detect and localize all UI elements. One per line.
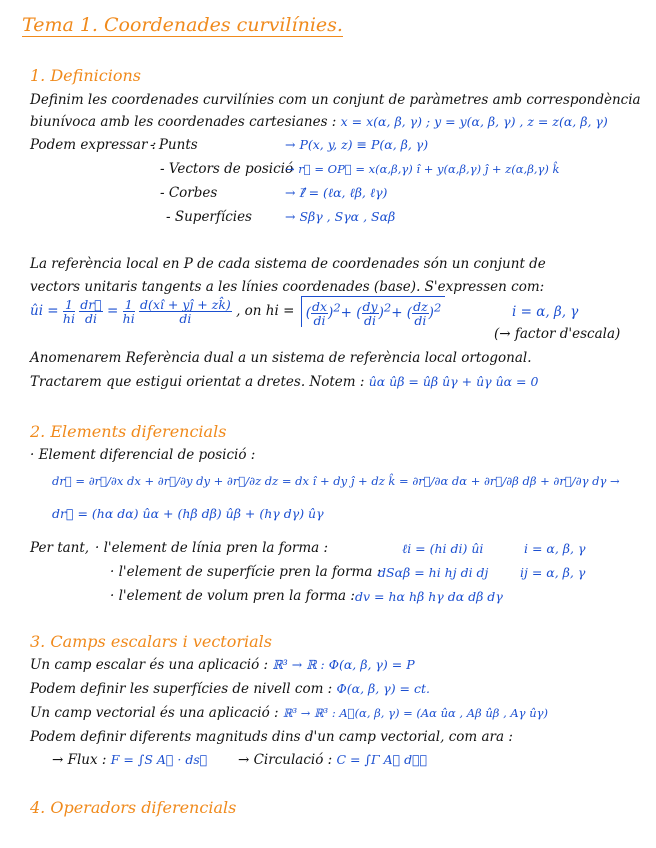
item-expr: → ℓ⃗ = (ℓα, ℓβ, ℓγ): [285, 185, 388, 200]
section-2-heading: 2. Elements diferencials: [30, 422, 227, 441]
exponent: 2: [383, 300, 392, 315]
level-surface-text: Podem definir les superfícies de nivell com :: [30, 681, 333, 697]
magnitudes-line: Podem definir diferents magnituds dins d'un camp vectorial, com ara :: [30, 729, 513, 745]
denominator: hi: [122, 311, 135, 327]
numerator: dy: [362, 299, 378, 314]
intro-text: biunívoca amb les coordenades cartesianes :: [30, 114, 337, 130]
index-range: i = α, β, γ: [512, 304, 579, 320]
denominator: di: [313, 313, 326, 329]
fraction: [311, 300, 328, 327]
orient-text: Tractarem que estigui orientat a dretes. Notem :: [30, 374, 365, 390]
denominator: di: [179, 311, 192, 327]
volume-element-eq: dv = hα hβ hγ dα dβ dγ: [355, 589, 503, 604]
intro-line-1: Definim les coordenades curvilínies com un conjunt de paràmetres amb correspondència: [30, 92, 641, 108]
page-title: Tema 1. Coordenades curvilínies.: [22, 14, 343, 36]
circulation-eq: C = ∫Γ A⃗ dℓ⃗: [336, 752, 428, 767]
scale-factor-note: (→ factor d'escala): [494, 326, 621, 342]
fraction: [79, 298, 102, 325]
orient-equation: ûα ûβ = ûβ ûγ + ûγ ûα = 0: [368, 374, 539, 389]
intro-line-2: [30, 114, 608, 130]
fraction: [139, 298, 232, 325]
numerator: 1: [63, 298, 75, 312]
item-label: - Superfícies: [166, 209, 252, 225]
denominator: di: [85, 311, 98, 327]
sqrt: ( $\frac{dx}{di}$ )$^2$+ ( $\frac{dy}{di}$ )$^2$+ ( $\frac{dz}{di}$ )$^2$: [301, 296, 446, 327]
flux-line: [52, 752, 207, 768]
position-equation-2: dr⃗ = (hα dα) ûα + (hβ dβ) ûβ + (hγ dγ) ûγ: [52, 506, 324, 521]
level-surface-eq: Φ(α, β, γ) = ct.: [336, 681, 430, 696]
scalar-field-line: [30, 657, 415, 673]
line-element-text: · l'element de línia pren la forma :: [95, 540, 329, 556]
item-expr: → P(x, y, z) ≡ P(α, β, γ): [285, 137, 429, 152]
ref-line-1: La referència local en P de cada sistema de coordenades són un conjunt de: [30, 256, 546, 272]
fraction: [63, 298, 75, 325]
denominator: di: [364, 313, 377, 329]
ref-line-2: vectors unitaris tangents a les línies coordenades (base). S'expressen com:: [30, 279, 545, 295]
intro-equation: x = x(α, β, γ) ; y = y(α, β, γ) , z = z(α, β, γ): [340, 114, 608, 129]
flux-eq: F = ∫S A⃗ · ds⃗: [110, 752, 208, 767]
numerator: dx: [311, 299, 328, 314]
surface-element-eq: dSαβ = hi hj di dj: [378, 565, 489, 580]
item-label: - Vectors de posició: [160, 161, 294, 177]
line-element-eq: ℓi = (hi di) ûi: [402, 541, 484, 556]
orient-line: [30, 374, 538, 390]
unit-vector-formula: ûi = $\frac{1}{hi}$ $\frac{dr⃗}{di}$ = $\frac{1}{hi}$ $\frac{d(xî + yĵ + zk̂)}{di}$ , on hi = ( $\frac{dx}{di}$ )$^2$+ ( $\frac{dy}{di}$ )$^2$+ ( $\frac{dz}{di}$ )$^2$: [30, 296, 445, 327]
scalar-field-text: Un camp escalar és una aplicació :: [30, 657, 269, 673]
denominator: hi: [62, 311, 75, 327]
level-surface-line: [30, 681, 430, 697]
vector-field-text: Un camp vectorial és una aplicació :: [30, 705, 279, 721]
numerator: dr⃗: [80, 297, 102, 312]
position-equation-1: dr⃗ = ∂r⃗/∂x dx + ∂r⃗/∂y dy + ∂r⃗/∂z dz = dx î + dy ĵ + dz k̂ = ∂r⃗/∂α dα + ∂r⃗/∂β dβ + ∂r⃗/∂γ dγ →: [52, 474, 620, 488]
surface-element-text: · l'element de superfície pren la forma :: [110, 564, 382, 580]
express-label: Podem expressar :: [30, 137, 157, 153]
item-expr: → Sβγ , Sγα , Sαβ: [285, 209, 396, 224]
fraction: [412, 300, 429, 327]
numerator: 1: [123, 298, 135, 312]
item-expr: → r⃗ = OP⃗ = x(α,β,γ) î + y(α,β,γ) ĵ + z(α,β,γ) k̂: [285, 162, 560, 176]
position-element-line: · Element diferencial de posició :: [30, 447, 256, 463]
vector-field-line: [30, 705, 548, 721]
per-tant: Per tant,: [30, 540, 90, 556]
numerator: d(xî + yĵ + zk̂): [140, 297, 231, 312]
exponent: 2: [433, 300, 442, 315]
exponent: 2: [333, 300, 341, 315]
line-element-index: i = α, β, γ: [524, 541, 586, 556]
circulation-label: → Circulació :: [238, 752, 333, 768]
surface-element-index: ij = α, β, γ: [520, 565, 586, 580]
circulation-line: [238, 752, 427, 768]
item-label: - Punts: [150, 137, 198, 153]
denominator: di: [414, 313, 427, 329]
scalar-field-eq: ℝ³ → ℝ : Φ(α, β, γ) = P: [272, 657, 415, 672]
flux-label: → Flux :: [52, 752, 107, 768]
fraction: [362, 300, 379, 327]
section-4-heading: 4. Operadors diferencials: [30, 798, 237, 817]
dual-line: Anomenarem Referència dual a un sistema de referència local ortogonal.: [30, 350, 532, 366]
hi-definition: , on hi =: [236, 303, 295, 320]
ui-symbol: ûi =: [30, 303, 59, 320]
fraction: [123, 298, 135, 325]
numerator: dz: [413, 299, 428, 314]
section-3-heading: 3. Camps escalars i vectorials: [30, 632, 272, 651]
section-1-heading: 1. Definicions: [30, 66, 141, 85]
vector-field-eq: ℝ³ → ℝ³ : A⃗(α, β, γ) = (Aα ûα , Aβ ûβ , Aγ ûγ): [282, 706, 548, 720]
item-label: - Corbes: [160, 185, 218, 201]
volume-element-text: · l'element de volum pren la forma :: [110, 588, 355, 604]
